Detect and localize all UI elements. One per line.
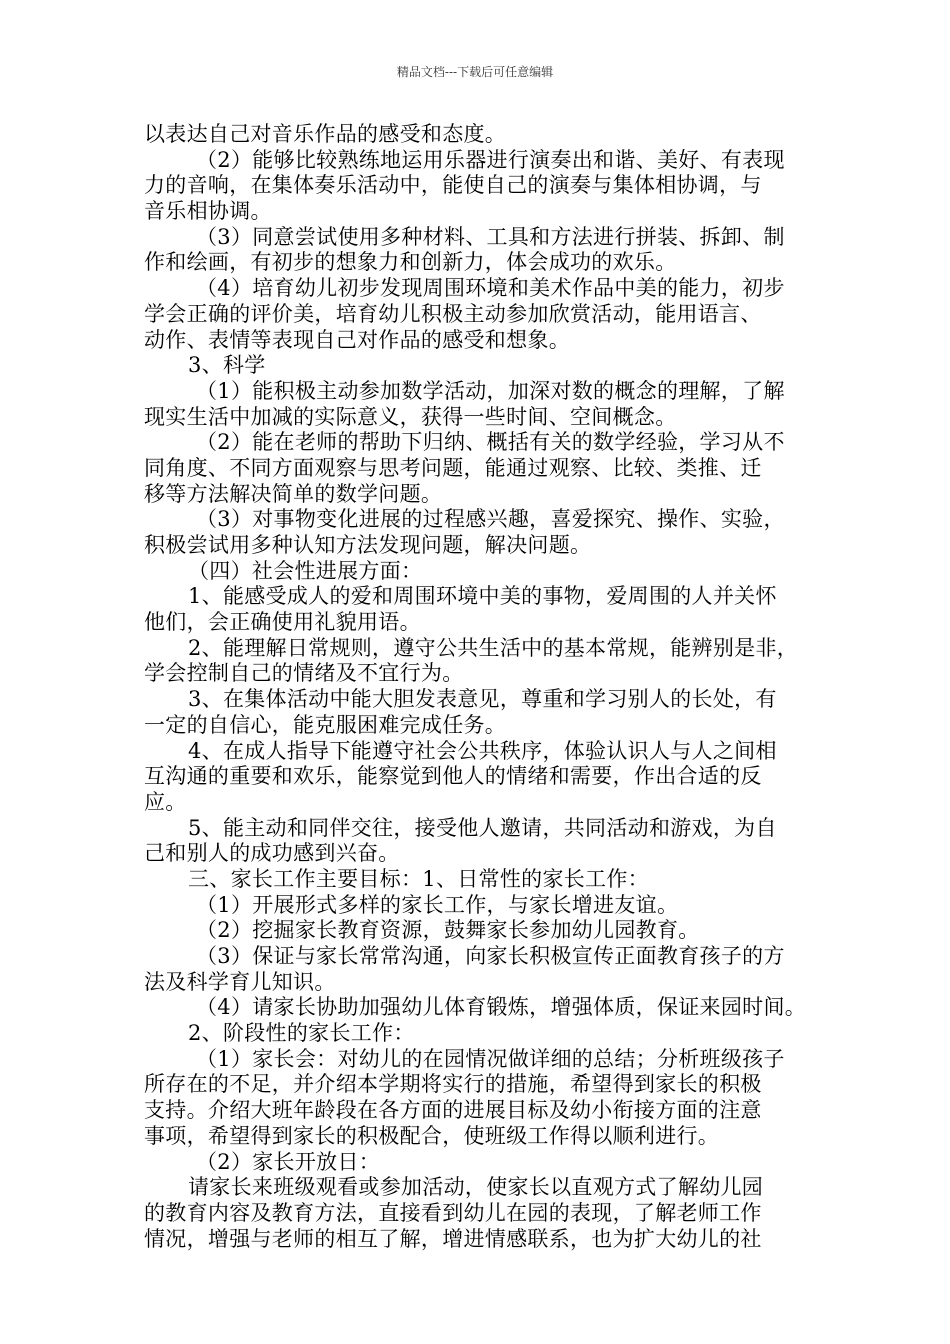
text-line: 一定的自信心，能克服困难完成任务。 [144, 712, 507, 737]
text-line: （3）对事物变化进展的过程感兴趣，喜爱探究、操作、实验， [196, 507, 785, 532]
text-line: 应。 [144, 789, 187, 814]
text-line: （2）能够比较熟练地运用乐器进行演奏出和谐、美好、有表现 [196, 147, 785, 172]
text-line: 学会控制自己的情绪及不宜行为。 [144, 661, 464, 686]
text-line: 事项，希望得到家长的积极配合，使班级工作得以顺利进行。 [144, 1123, 720, 1148]
text-line: 作和绘画，有初步的想象力和创新力，体会成功的欢乐。 [144, 250, 677, 275]
text-line: （1）家长会：对幼儿的在园情况做详细的总结；分析班级孩子 [196, 1046, 785, 1071]
text-line: （4）培育幼儿初步发现周围环境和美术作品中美的能力，初步 [196, 276, 785, 301]
text-line: 音乐相协调。 [144, 199, 272, 224]
text-line: 同角度、不同方面观察与思考问题，能通过观察、比较、类推、迁 [144, 455, 762, 480]
text-line: 动作、表情等表现自己对作品的感受和想象。 [144, 327, 570, 352]
text-line: 1、能感受成人的爱和周围环境中美的事物，爱周围的人并关怀 [188, 584, 777, 609]
text-line: 情况，增强与老师的相互了解，增进情感联系，也为扩大幼儿的社 [144, 1226, 762, 1251]
text-line: 2、阶段性的家长工作： [188, 1021, 415, 1046]
text-line: 支持。介绍大班年龄段在各方面的进展目标及幼小衔接方面的注意 [144, 1098, 762, 1123]
document-body [144, 122, 812, 1252]
text-line: 己和别人的成功感到兴奋。 [144, 841, 400, 866]
text-line: 学会正确的评价美，培育幼儿积极主动参加欣赏活动，能用语言、 [144, 301, 762, 326]
page-header: 精品文档---下载后可任意编辑 [396, 65, 554, 79]
text-line: 移等方法解决简单的数学问题。 [144, 481, 443, 506]
text-line: 三、家长工作主要目标：1、日常性的家长工作： [188, 866, 649, 891]
text-line: 4、在成人指导下能遵守社会公共秩序，体验认识人与人之间相 [188, 738, 777, 763]
text-line: 他们，会正确使用礼貌用语。 [144, 610, 421, 635]
text-line: （2）能在老师的帮助下归纳、概括有关的数学经验，学习从不 [196, 430, 785, 455]
text-line: 2、能理解日常规则，遵守公共生活中的基本常规，能辨别是非， [188, 635, 799, 660]
text-line: 以表达自己对音乐作品的感受和态度。 [144, 122, 507, 146]
text-line: 法及科学育儿知识。 [144, 969, 336, 994]
text-line: （四）社会性进展方面： [188, 558, 423, 583]
text-line: 3、在集体活动中能大胆发表意见，尊重和学习别人的长处，有 [188, 687, 777, 712]
text-line: （2）挖掘家长教育资源，鼓舞家长参加幼儿园教育。 [196, 918, 700, 943]
text-line: 积极尝试用多种认知方法发现问题，解决问题。 [144, 533, 592, 557]
text-line: 3、科学 [188, 353, 266, 378]
text-line: 力的音响，在集体奏乐活动中，能使自己的演奏与集体相协调，与 [144, 173, 762, 198]
text-line: （3）保证与家长常常沟通，向家长积极宣传正面教育孩子的方 [196, 944, 785, 968]
text-line: （3）同意尝试使用多种材料、工具和方法进行拼装、拆卸、制 [196, 224, 785, 249]
text-line: （4）请家长协助加强幼儿体育锻炼，增强体质，保证来园时间。 [196, 995, 807, 1020]
text-line: 互沟通的重要和欢乐，能察觉到他人的情绪和需要，作出合适的反 [144, 764, 762, 789]
text-line: 5、能主动和同伴交往，接受他人邀请，共同活动和游戏，为自 [188, 815, 777, 840]
text-line: （1）能积极主动参加数学活动，加深对数的概念的理解，了解 [196, 378, 785, 403]
text-line: 的教育内容及教育方法，直接看到幼儿在园的表现，了解老师工作 [144, 1200, 762, 1225]
text-line: （1）开展形式多样的家长工作，与家长增进友谊。 [196, 892, 679, 917]
text-line: 请家长来班级观看或参加活动，使家长以直观方式了解幼儿园 [188, 1175, 764, 1200]
text-line: （2）家长开放日： [196, 1149, 381, 1174]
text-line: 所存在的不足，并介绍本学期将实行的措施，希望得到家长的积极 [144, 1072, 762, 1097]
text-line: 现实生活中加减的实际意义，获得一些时间、空间概念。 [144, 404, 677, 429]
